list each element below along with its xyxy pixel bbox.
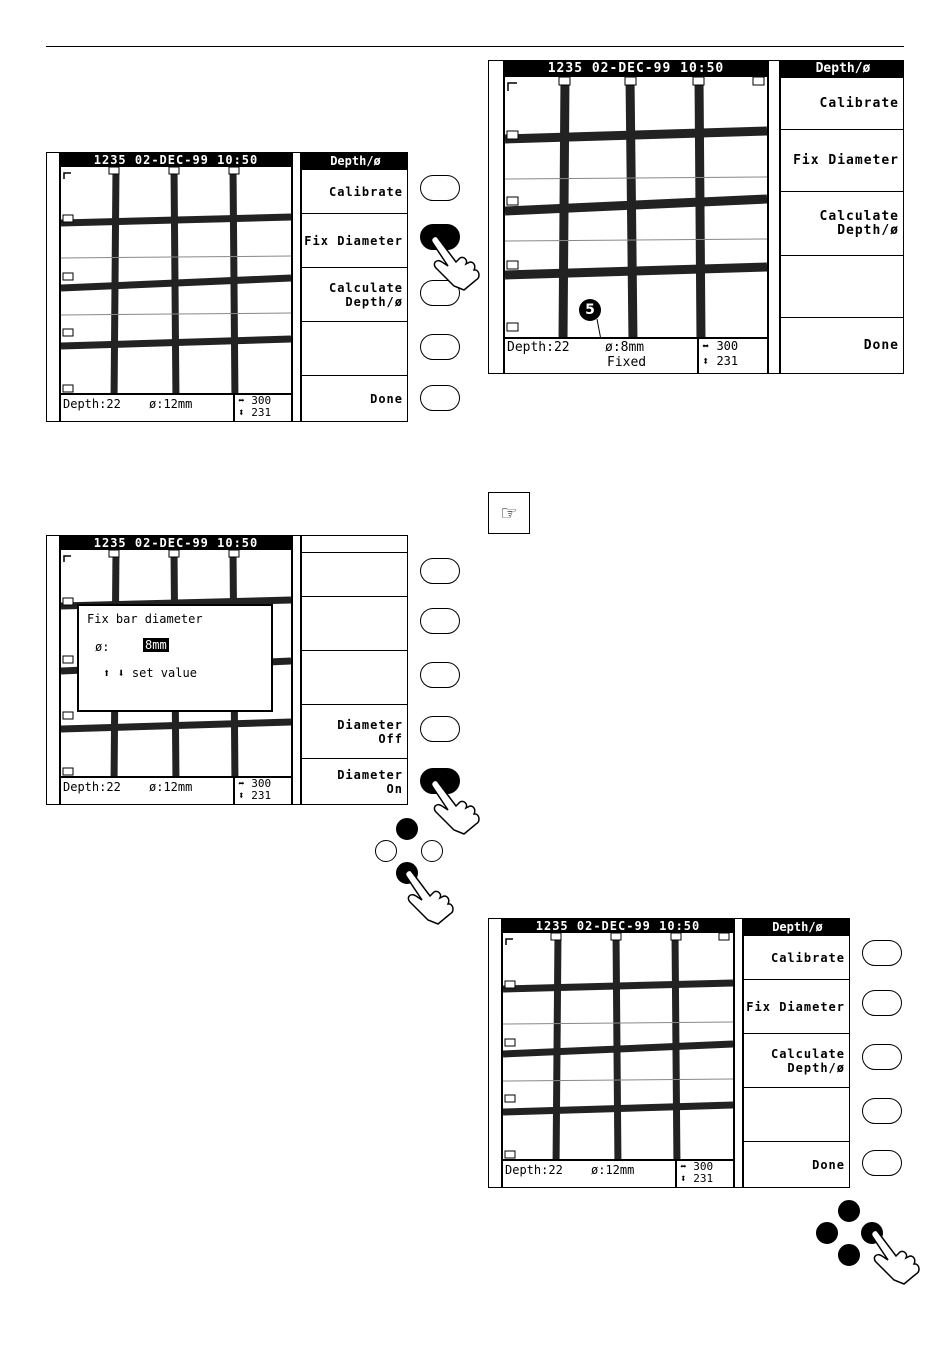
status-bar bbox=[61, 776, 291, 804]
menu-title: Depth/ø bbox=[302, 153, 408, 169]
diameter-label: ø: bbox=[95, 640, 110, 654]
menu-empty-1[interactable] bbox=[302, 552, 408, 597]
menu-title: Depth/ø bbox=[781, 61, 904, 77]
header-rule bbox=[46, 46, 904, 47]
depth-readout: Depth:22 bbox=[63, 397, 121, 411]
pointing-hand-icon bbox=[404, 866, 462, 926]
menu-diameter-off[interactable]: Diameter Off bbox=[302, 704, 408, 759]
depth-readout: Depth:22 bbox=[507, 340, 570, 355]
count-x: ⬌ 300 bbox=[238, 777, 272, 790]
softkey-2[interactable] bbox=[862, 990, 902, 1016]
depth-readout: Depth:22 bbox=[505, 1163, 563, 1177]
menu-calibrate[interactable]: Calibrate bbox=[302, 169, 408, 214]
diameter-readout: ø:12mm bbox=[149, 397, 193, 411]
softkey-menu bbox=[742, 919, 850, 1187]
status-bar bbox=[503, 1159, 733, 1187]
arrow-left-key[interactable] bbox=[375, 840, 397, 862]
count-x: ⬌ 300 bbox=[702, 339, 739, 353]
status-bar bbox=[505, 337, 767, 373]
status-bar bbox=[61, 393, 291, 421]
menu-calculate[interactable]: Calculate Depth/ø bbox=[744, 1033, 850, 1088]
softkey-1[interactable] bbox=[420, 175, 460, 201]
softkey-1[interactable] bbox=[862, 940, 902, 966]
softkey-menu bbox=[779, 61, 904, 373]
menu-empty[interactable] bbox=[744, 1087, 850, 1142]
counts bbox=[233, 395, 271, 421]
arrow-left-key[interactable] bbox=[816, 1222, 838, 1244]
count-x: ⬌ 300 bbox=[238, 394, 272, 407]
pointing-hand-icon bbox=[870, 1226, 928, 1286]
arrow-right-key[interactable] bbox=[421, 840, 443, 862]
dialog-title: Fix bar diameter bbox=[87, 612, 203, 626]
counts bbox=[697, 339, 738, 373]
arrow-down-key[interactable] bbox=[838, 1244, 860, 1266]
softkey-4[interactable] bbox=[420, 334, 460, 360]
screen-title: 1235 02-DEC-99 10:50 bbox=[61, 536, 291, 550]
screen-fix-bar-dialog bbox=[46, 535, 408, 805]
menu-done[interactable]: Done bbox=[744, 1141, 850, 1188]
arrow-up-key[interactable] bbox=[396, 818, 418, 840]
note-hand-icon: ☞ bbox=[488, 492, 530, 534]
menu-fix-diameter[interactable]: Fix Diameter bbox=[781, 129, 904, 192]
pointing-hand-icon bbox=[430, 776, 488, 836]
count-y: ⬍ 231 bbox=[238, 406, 272, 419]
count-y: ⬍ 231 bbox=[238, 789, 272, 802]
diameter-value-field[interactable]: 8mm bbox=[145, 638, 167, 652]
screen-title: 1235 02-DEC-99 10:50 bbox=[505, 61, 767, 77]
arrow-up-key[interactable] bbox=[838, 1200, 860, 1222]
counts bbox=[233, 778, 271, 804]
menu-fix-diameter[interactable]: Fix Diameter bbox=[744, 979, 850, 1034]
count-y: ⬍ 231 bbox=[702, 354, 739, 368]
menu-calculate[interactable]: Calculate Depth/ø bbox=[302, 267, 408, 322]
fix-bar-dialog bbox=[77, 604, 273, 712]
rebar-grid bbox=[505, 61, 767, 373]
softkey-5[interactable] bbox=[420, 385, 460, 411]
scan-display bbox=[503, 61, 769, 374]
set-value-hint: ⬆ ⬇ set value bbox=[103, 666, 197, 680]
menu-empty-2[interactable] bbox=[302, 596, 408, 651]
pointing-hand-icon bbox=[430, 232, 488, 292]
menu-calibrate[interactable]: Calibrate bbox=[744, 935, 850, 980]
diameter-readout: ø:12mm bbox=[591, 1163, 635, 1177]
rebar-grid bbox=[61, 153, 291, 421]
counts bbox=[675, 1161, 713, 1187]
menu-done[interactable]: Done bbox=[302, 375, 408, 422]
depth-readout: Depth:22 bbox=[63, 780, 121, 794]
screen-title: 1235 02-DEC-99 10:50 bbox=[503, 919, 733, 933]
screen-title: 1235 02-DEC-99 10:50 bbox=[61, 153, 291, 167]
menu-calculate[interactable]: Calculate Depth/ø bbox=[781, 191, 904, 256]
menu-title: Depth/ø bbox=[744, 919, 850, 935]
callout-5: 5 bbox=[579, 299, 601, 321]
softkey-4[interactable] bbox=[420, 716, 460, 742]
menu-empty[interactable] bbox=[302, 321, 408, 376]
softkey-menu bbox=[300, 153, 408, 421]
softkey-2[interactable] bbox=[420, 608, 460, 634]
softkey-menu bbox=[300, 536, 408, 804]
scan-display bbox=[59, 153, 293, 422]
softkey-1[interactable] bbox=[420, 558, 460, 584]
menu-empty[interactable] bbox=[781, 255, 904, 318]
menu-diameter-on[interactable]: Diameter On bbox=[302, 758, 408, 805]
scan-display bbox=[59, 536, 293, 805]
menu-done[interactable]: Done bbox=[781, 317, 904, 374]
screen-menu-fix-diameter bbox=[46, 152, 408, 422]
diameter-readout: ø:8mm bbox=[605, 340, 645, 355]
diameter-readout: ø:12mm bbox=[149, 780, 193, 794]
screen-menu-final bbox=[488, 918, 850, 1188]
count-y: ⬍ 231 bbox=[680, 1172, 714, 1185]
menu-fix-diameter[interactable]: Fix Diameter bbox=[302, 213, 408, 268]
menu-calibrate[interactable]: Calibrate bbox=[781, 77, 904, 130]
rebar-grid bbox=[503, 919, 733, 1187]
softkey-5[interactable] bbox=[862, 1150, 902, 1176]
scan-display bbox=[501, 919, 735, 1188]
softkey-3[interactable] bbox=[862, 1044, 902, 1070]
screen-diameter-fixed bbox=[488, 60, 904, 374]
softkey-3[interactable] bbox=[420, 662, 460, 688]
count-x: ⬌ 300 bbox=[680, 1160, 714, 1173]
softkey-4[interactable] bbox=[862, 1098, 902, 1124]
fixed-label: Fixed bbox=[607, 355, 647, 370]
menu-empty-3[interactable] bbox=[302, 650, 408, 705]
